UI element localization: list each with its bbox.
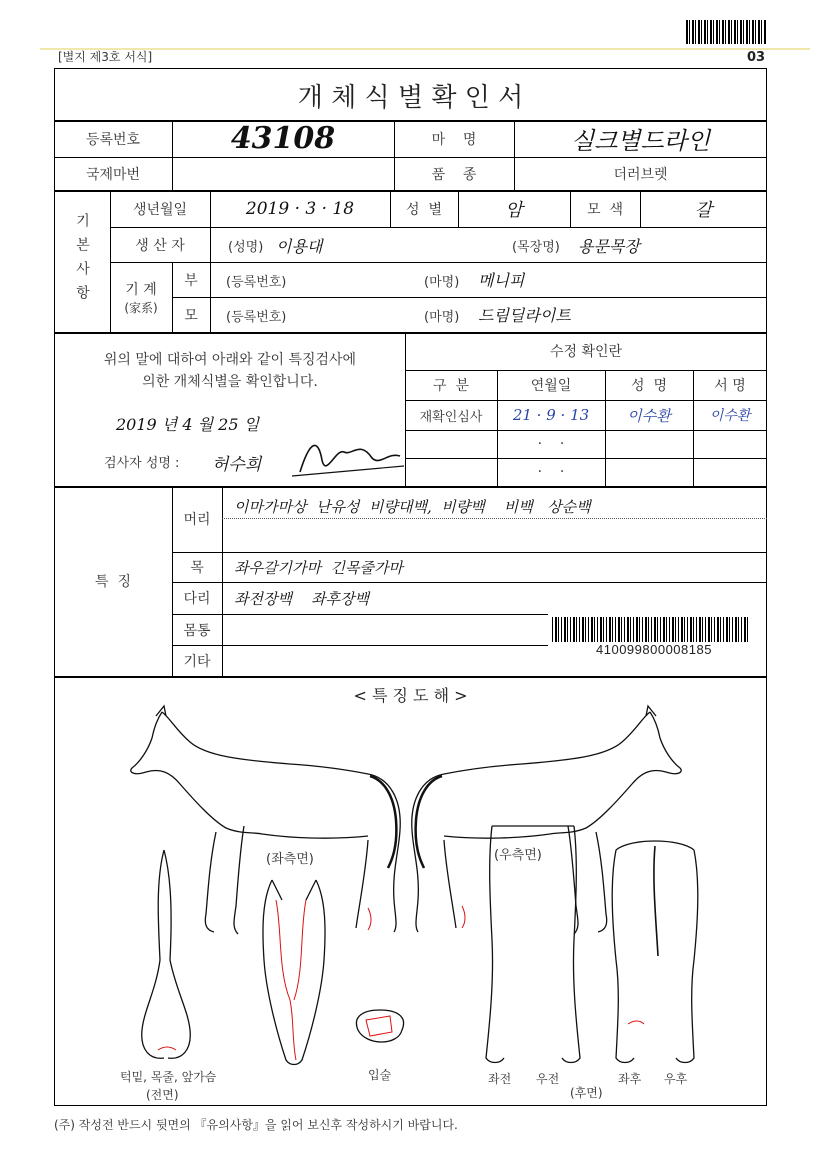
- form-label: [별지 제3호 서식]: [58, 50, 153, 64]
- neck-label: 목: [190, 560, 204, 576]
- intl-no-label: 국제마번: [85, 166, 141, 183]
- head-label: 머리: [183, 512, 211, 528]
- birth-value: 2019 · 3 · 18: [245, 198, 355, 219]
- rr-caption: 우후: [664, 1072, 688, 1086]
- horse-name-label: 마 명: [431, 131, 477, 148]
- row3-date: · ·: [528, 464, 574, 480]
- dam-name-value: 드림딜라이트: [478, 306, 571, 325]
- footer-note: (주) 작성전 반드시 뒷면의 『유의사항』을 읽어 보신후 작성하시기 바랍니다.: [54, 1118, 458, 1132]
- row1-category: 재확인심사: [419, 409, 483, 425]
- horse-name-value: 실크별드라인: [570, 126, 711, 155]
- rl-caption: 좌후: [618, 1072, 642, 1086]
- sex-value: 암: [505, 199, 523, 221]
- sex-label: 성 별: [406, 201, 442, 218]
- inspector-value: 허수희: [212, 455, 262, 475]
- fr-caption: 우전: [536, 1072, 560, 1086]
- breed-value: 더러브렛: [613, 166, 668, 183]
- right-side-caption: (우측면): [494, 848, 542, 863]
- row1-name: 이수환: [627, 406, 671, 425]
- sire-reg-label: (등록번호): [226, 275, 287, 290]
- col-date: 연월일: [530, 378, 572, 394]
- other-label: 기타: [183, 653, 211, 670]
- farm-label: (목장명): [512, 240, 560, 255]
- reg-no-value: 43108: [230, 120, 336, 156]
- dam-reg-label: (등록번호): [226, 310, 287, 325]
- features-section-label: 특 징: [95, 574, 131, 590]
- body-label: 몸통: [183, 622, 211, 639]
- producer-name-label: (성명): [228, 240, 264, 255]
- col-sign: 서 명: [714, 378, 746, 394]
- breed-label: 품 종: [431, 166, 477, 183]
- producer-name-value: 이용대: [276, 237, 323, 256]
- dam-label: 모: [184, 307, 198, 324]
- rear-caption: (후면): [570, 1086, 603, 1100]
- statement-line1: 위의 말에 대하여 아래와 같이 특징검사에: [103, 352, 357, 368]
- birth-label: 생년월일: [132, 201, 188, 218]
- leg-label: 다리: [183, 591, 211, 607]
- col-name: 성 명: [631, 378, 667, 394]
- row1-sign: 이수환: [709, 408, 751, 424]
- barcode-number: 410099800008185: [596, 642, 712, 657]
- document-title: 개 체 식 별 확 인 서: [297, 82, 524, 113]
- basic-section-label: 기본사항: [74, 213, 90, 309]
- col-category: 구 분: [433, 378, 469, 394]
- neck-value: 좌우갈기가마 긴목줄가마: [234, 559, 403, 577]
- coat-value: 갈: [694, 199, 713, 221]
- reg-no-label: 등록번호: [85, 131, 141, 148]
- diagram-title: < 특 징 도 해 >: [353, 685, 468, 705]
- front-caption: (전면): [146, 1088, 179, 1102]
- inspector-label: 검사자 성명 :: [104, 456, 180, 471]
- pedigree-hanja: (家系): [124, 300, 158, 315]
- sire-name-value: 메니피: [478, 271, 525, 290]
- producer-label: 생 산 자: [135, 237, 185, 254]
- fl-caption: 좌전: [488, 1072, 512, 1086]
- neck-caption: 턱밑, 목줄, 앞가슴: [120, 1070, 217, 1084]
- coat-label: 모 색: [587, 201, 623, 218]
- row1-date: 21 · 9 · 13: [512, 406, 590, 424]
- leg-value: 좌전장백 좌후장백: [234, 590, 369, 608]
- confirm-date: 2019 년 4 월 25 일: [116, 415, 260, 434]
- dam-name-label: (마명): [424, 310, 460, 325]
- head-value: 이마가마상 난유성 비량대백, 비량백 비백 상순백: [234, 498, 591, 516]
- correction-title: 수정 확인란: [549, 344, 623, 360]
- row2-date: · ·: [528, 436, 574, 452]
- lip-caption: 입술: [368, 1068, 392, 1082]
- pedigree-label-text: 기 계: [125, 281, 157, 298]
- statement-line2: 의한 개체식별을 확인합니다.: [142, 374, 318, 390]
- farm-value: 용문목장: [578, 237, 640, 256]
- sire-name-label: (마명): [424, 275, 460, 290]
- sire-label: 부: [184, 272, 198, 289]
- left-side-caption: (좌측면): [266, 852, 314, 867]
- page-number: 03: [747, 50, 766, 65]
